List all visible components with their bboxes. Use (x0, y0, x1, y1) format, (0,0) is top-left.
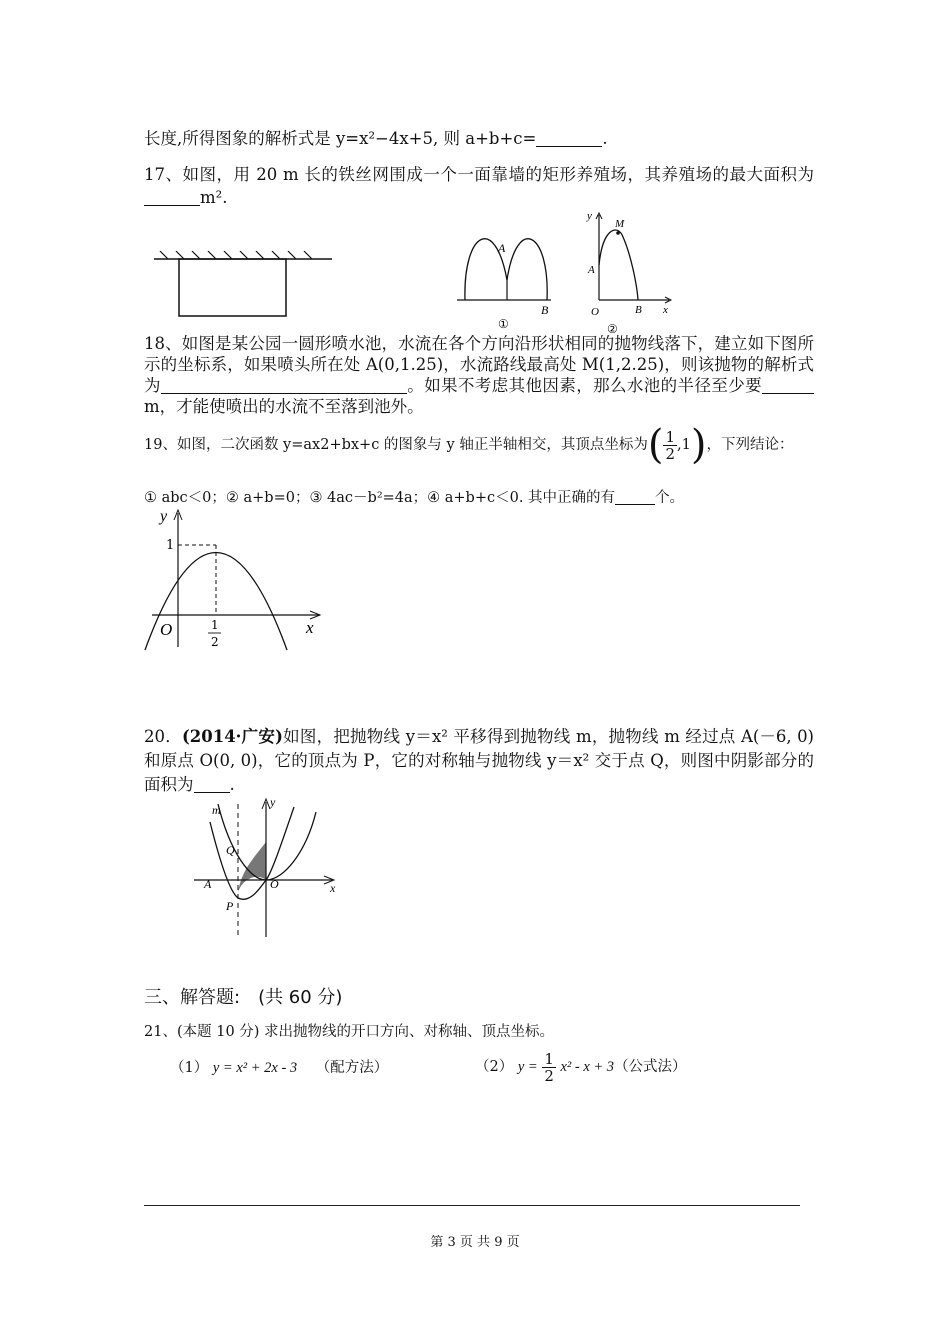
wall-rectangle-figure (150, 245, 340, 320)
q16-text: 长度,所得图象的解析式是 y=x²−4x+5, 则 a+b+c= (144, 129, 537, 148)
q19-answer-blank[interactable] (615, 488, 655, 505)
q18-text: 18、如图是某公园一圆形喷水池，水流在各个方向沿形状相同的抛物线落下，建立如下图所示的坐标系，如果喷头所在处 A(0,1.25)，水流路线最高处 M(1,2.25)，则该抛物的解析式为 (144, 334, 814, 395)
wall-hatching (160, 251, 312, 259)
q20-label-p: P (226, 899, 234, 913)
pen-rectangle (179, 259, 286, 316)
q19-label-x: x (306, 618, 314, 637)
q21 (144, 1021, 814, 1044)
q17: 17、如图，用 20 m 长的铁丝网围成一个一面靠墙的矩形养殖场，其养殖场的最大面积为m². (144, 165, 814, 207)
parabola-y-x2 (218, 804, 316, 880)
q21-part2: （2） y = $\frac{1}{2}$ x² - x + 3（公式法） (475, 1049, 687, 1085)
q17-answer-blank[interactable] (144, 189, 200, 206)
q16-tail: 长度,所得图象的解析式是 y=x²−4x+5, 则 a+b+c= . (144, 129, 608, 148)
q19-half-den: 2 (211, 635, 219, 649)
q18-expression-blank[interactable] (161, 377, 407, 394)
q19-vertex-fraction: $\frac{1}{2}$ (665, 427, 676, 463)
fountain-figure-2 (585, 205, 680, 335)
fig2-label-o: O (591, 306, 599, 318)
q20-label-o: O (270, 877, 279, 891)
q19-line2: ① abc＜0；② a+b=0；③ 4ac－b²=4a；④ a+b+c＜0. 其中正确的有 个。 (144, 490, 685, 506)
q20-source: (2014·广安) (181, 727, 283, 746)
section-3-title: 三、解答题: (共 60 分) (144, 987, 343, 1008)
q19-label-1: 1 (166, 538, 175, 553)
fig1-label-b: B (541, 303, 549, 317)
q19-label-o: O (160, 620, 173, 639)
fig2-label-x: x (663, 304, 668, 316)
fig1-caption: ① (498, 317, 509, 331)
q18-radius-blank[interactable] (762, 377, 814, 394)
q18: 18、如图是某公园一圆形喷水池，水流在各个方向沿形状相同的抛物线落下，建立如下图所示的坐标系，如果喷头所在处 A(0,1.25)，水流路线最高处 M(1,2.25)，则该抛物的解析式为 。如果不考虑其他因素，那么水池的半径至少要m，才能使喷出的水流不至落到池外。 (144, 334, 814, 416)
q21-expr-2-fraction: $\frac{1}{2}$ (544, 1049, 554, 1085)
q20-text: 如图，把抛物线 y＝x² 平移得到抛物线 m，抛物线 m 经过点 A(－6, 0)和原点 O(0, 0)，它的顶点为 P，它的对称轴与抛物线 y＝x² 交于点 Q，则图中阴影部分的面积为 (144, 727, 814, 794)
fig2-label-b: B (635, 304, 642, 316)
fig2-label-m: M (615, 218, 625, 230)
q21-expr-1: y = x² + 2x - 3 (212, 1060, 298, 1076)
q20-label-y: y (270, 795, 276, 809)
q21-text: 21、(本题 10 分) 求出抛物线的开口方向、对称轴、顶点坐标。 (144, 1024, 555, 1040)
q19-half-num: 1 (211, 618, 219, 632)
fig2-label-a: A (588, 264, 595, 276)
footer-rule (144, 1205, 800, 1206)
q21-expr-2: x² - x + 3 (560, 1059, 615, 1075)
fig2-caption: ② (607, 322, 618, 335)
q20-label-m: m (212, 803, 221, 817)
q20-parabolas-figure (190, 792, 350, 942)
q16-answer-blank[interactable] (536, 130, 602, 147)
q19-label-y: y (160, 508, 168, 525)
q20-label-q: Q (226, 843, 235, 857)
fountain-figure-1 (455, 222, 565, 332)
q20-answer-blank[interactable] (194, 776, 230, 793)
q20-label-a: A (204, 877, 212, 891)
shaded-region (238, 842, 266, 892)
q20: 20．(2014·广安)如图，把抛物线 y＝x² 平移得到抛物线 m，抛物线 m 经过点 A(－6, 0)和原点 O(0, 0)，它的顶点为 P，它的对称轴与抛物线 y＝x² 交于点 Q，则图中阴影部分的面积为 . (144, 727, 814, 794)
page-number: 第 3 页 共 9 页 (430, 1235, 520, 1250)
q19-text: 19、如图，二次函数 y=ax2+bx+c 的图象与 y 轴正半轴相交，其顶点坐标为 (144, 437, 648, 453)
q19-line1: 19、如图，二次函数 y=ax2+bx+c 的图象与 y 轴正半轴相交，其顶点坐标为( $\frac{1}{2}$ ,1)，下列结论： (144, 422, 794, 468)
q21-part1: （1） y = x² + 2x - 3 （配方法） (170, 1060, 389, 1076)
q20-label-x: x (330, 881, 336, 895)
fig2-label-y: y (587, 210, 592, 222)
q19-parabola-figure (140, 505, 330, 655)
q19-options: ① abc＜0；② a+b=0；③ 4ac－b²=4a；④ a+b+c＜0. 其中正确的有 (144, 490, 616, 506)
fig1-label-a: A (498, 241, 506, 255)
q17-text: 17、如图，用 20 m 长的铁丝网围成一个一面靠墙的矩形养殖场，其养殖场的最大面积为 (144, 165, 814, 184)
